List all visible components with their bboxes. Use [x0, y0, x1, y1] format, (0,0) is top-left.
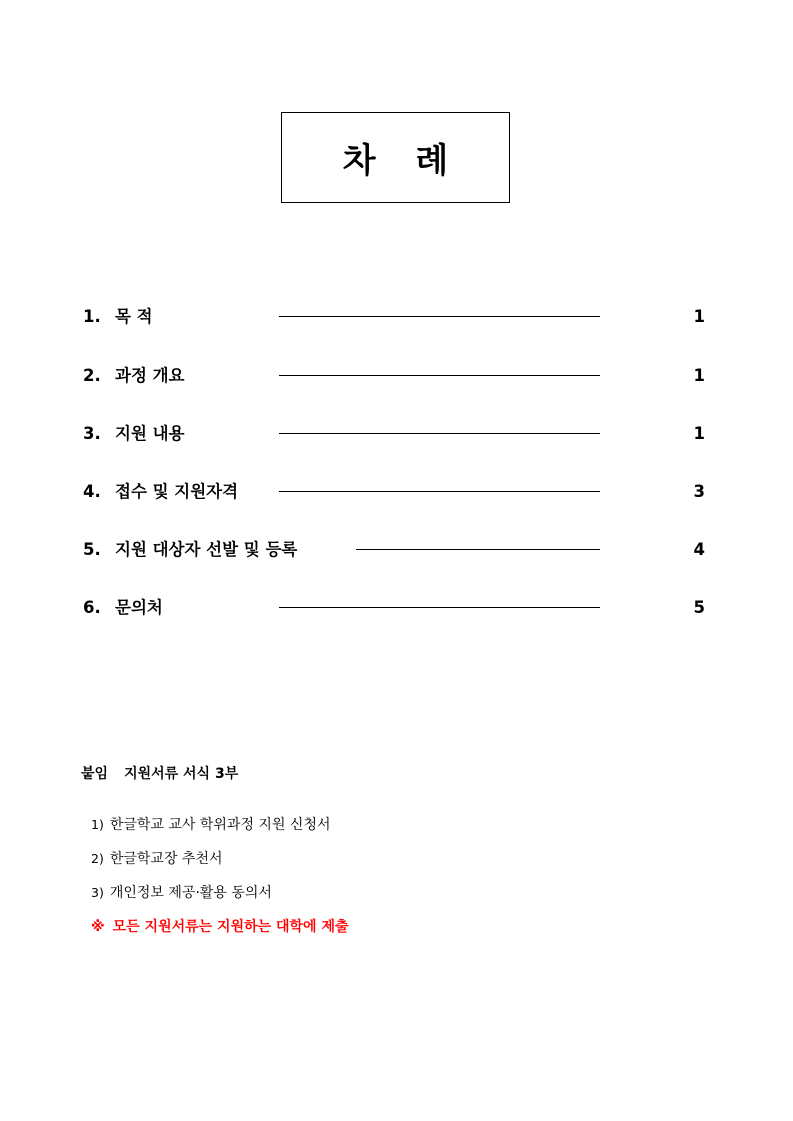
toc-row-3[interactable] — [83, 422, 713, 446]
reference-mark-icon: ※ — [91, 919, 105, 935]
toc-label: 4. 접수 및 지원자격 — [83, 482, 239, 501]
toc-title-box — [281, 112, 510, 203]
attachment-item-number: 3) — [91, 885, 104, 900]
submission-note — [91, 916, 349, 936]
toc-label: 6. 문의처 — [83, 598, 163, 617]
toc-label: 1. 목 적 — [83, 307, 153, 326]
toc-leader-line — [356, 549, 600, 550]
attachment-item-1 — [91, 814, 331, 834]
toc-page-number: 4 — [693, 540, 705, 559]
toc-row-2[interactable] — [83, 364, 713, 388]
toc-label: 5. 지원 대상자 선발 및 등록 — [83, 540, 298, 559]
toc-page-number: 5 — [693, 598, 705, 617]
toc-row-6[interactable] — [83, 596, 713, 620]
toc-page-number: 3 — [693, 482, 705, 501]
attachment-item-number: 1) — [91, 817, 104, 832]
toc-page-number: 1 — [693, 307, 705, 326]
toc-leader-line — [279, 433, 600, 434]
toc-row-5[interactable] — [83, 538, 713, 562]
toc-leader-line — [279, 375, 600, 376]
attachment-item-2 — [91, 848, 223, 868]
submission-note-text: 모든 지원서류는 지원하는 대학에 제출 — [112, 919, 349, 935]
toc-label: 3. 지원 내용 — [83, 424, 185, 443]
toc-leader-line — [279, 316, 600, 317]
toc-title: 차 례 — [342, 141, 463, 181]
attachments-title — [81, 763, 238, 783]
attachment-item-text: 한글학교 교사 학위과정 지원 신청서 — [109, 817, 331, 833]
attachment-item-text: 개인정보 제공·활용 동의서 — [109, 885, 272, 901]
attachments-label: 지원서류 서식 3부 — [124, 766, 239, 782]
attachment-item-3 — [91, 882, 272, 902]
toc-leader-line — [279, 607, 600, 608]
attachment-item-number: 2) — [91, 851, 104, 866]
toc-leader-line — [279, 491, 600, 492]
attachment-item-text: 한글학교장 추천서 — [109, 851, 223, 867]
toc-label: 2. 과정 개요 — [83, 366, 185, 385]
toc-row-4[interactable] — [83, 480, 713, 504]
attachments-heading: 붙임 — [81, 766, 109, 782]
toc-row-1[interactable] — [83, 305, 713, 329]
toc-page-number: 1 — [693, 366, 705, 385]
toc-page-number: 1 — [693, 424, 705, 443]
